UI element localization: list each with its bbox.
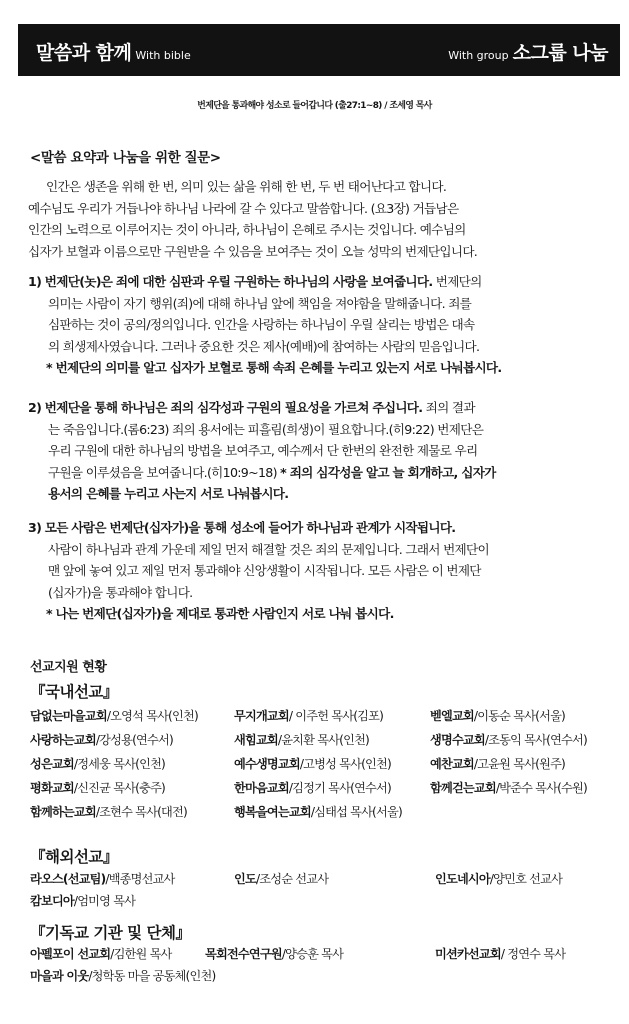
mission-church-detail: /박준수 목사(수원) [495, 781, 587, 795]
mission-row [30, 803, 622, 825]
mission-row [30, 892, 622, 914]
header-left-title: 말씀과 함께 [36, 42, 132, 64]
point-line: 의미는 사람이 자기 행위(죄)에 대해 하나님 앞에 책임을 져야함을 말해줍니다. 죄를 [48, 295, 472, 311]
point-line: 우리 구원에 대한 하나님의 방법을 보여주고, 예수께서 단 한번의 완전한 제물로 우리 [48, 443, 478, 458]
mission-entry [30, 870, 175, 887]
point-heading: 3) 모든 사람은 번제단(십자가)을 통해 성소에 들어가 하나님과 관계가 시작됩니다. [28, 520, 456, 535]
point-line: 심판하는 것이 공의/정의입니다. 인간을 사랑하는 하나님이 우릴 살리는 방법은 대속 [48, 317, 475, 332]
mission-church-name: 함께하는교회 [30, 805, 96, 819]
point-line [28, 271, 620, 293]
point-line: 맨 앞에 놓여 있고 제일 먼저 통과해야 신앙생활이 시작됩니다. 모든 사람은 이 번제단 [48, 563, 481, 578]
mission-entry [30, 803, 187, 820]
mission-church-name: 예수생명교회 [234, 757, 300, 771]
point-text: 구원을 이루셨음을 보여줍니다.(히10:9~18) [48, 464, 281, 480]
mission-entry [234, 870, 328, 887]
mission-entry [435, 945, 565, 962]
mission-church-detail: /윤치환 목사(인천) [277, 733, 370, 747]
mission-church-detail: /정세웅 목사(인천) [73, 757, 166, 771]
mission-entry [234, 707, 383, 724]
organization-label: 『기독교 기관 및 단체』 [30, 924, 191, 942]
mission-church-detail: /조성순 선교사 [255, 872, 329, 886]
mission-entry [30, 755, 165, 772]
mission-entry [30, 779, 165, 796]
mission-entry [234, 803, 402, 820]
mission-church-name: 새힘교회 [234, 733, 278, 747]
mission-row [30, 707, 622, 729]
mission-row [30, 779, 622, 801]
mission-row [30, 755, 622, 777]
mission-church-name: 성은교회 [30, 757, 74, 771]
mission-church-name: 한마음교회 [234, 781, 289, 795]
mission-church-name: 함께걷는교회 [430, 781, 496, 795]
point-heading: 1) 번제단(놋)은 죄에 대한 심판과 우릴 구원하는 하나님의 사랑을 보여줍니다. [28, 274, 433, 289]
header-bar [18, 24, 620, 76]
mission-church-detail: /청학동 마을 공동체(인천) [88, 969, 216, 983]
mission-church-name: 평화교회 [30, 781, 74, 795]
mission-church-detail: /엄미영 목사 [73, 894, 136, 908]
intro-line: 예수님도 우리가 거듭나야 하나님 나라에 갈 수 있다고 말씀합니다. (요3장) 거듭남은 [28, 200, 459, 216]
mission-church-name: 미션카선교회 [435, 947, 501, 961]
mission-church-detail: /조동익 목사(연수서) [484, 733, 587, 747]
mission-church-name: 담없는마을교회 [30, 709, 107, 723]
point-2 [28, 397, 620, 505]
mission-church-detail: /양승훈 목사 [281, 947, 344, 961]
mission-entry [30, 731, 173, 748]
mission-church-detail: /신진균 목사(충주) [73, 781, 166, 795]
point-text: 번제단의 [432, 274, 482, 289]
point-3 [28, 517, 620, 625]
point-1 [28, 271, 620, 379]
section-heading: <말씀 요약과 나눔을 위한 질문> [30, 150, 221, 166]
mission-church-name: 캄보디아 [30, 894, 74, 908]
mission-entry [30, 707, 198, 724]
mission-church-name: 행복을여는교회 [234, 805, 311, 819]
header-right [448, 38, 608, 65]
mission-church-name: 인도네시아 [435, 872, 490, 886]
point-question: * 번제단의 의미를 알고 십자가 보혈로 통해 속죄 은혜를 누리고 있는지 서로 나눠봅시다. [46, 360, 502, 375]
domestic-mission-label: 『국내선교』 [30, 683, 118, 701]
point-question: 용서의 은혜를 누리고 사는지 서로 나눠봅시다. [48, 486, 289, 501]
mission-church-detail: /김한원 목사 [110, 947, 172, 961]
mission-row [30, 870, 622, 892]
header-right-subtitle: With group [448, 49, 509, 62]
mission-church-detail: / 이주헌 목사(김포) [288, 709, 384, 723]
point-question: * 나는 번제단(십자가)을 제대로 통과한 사람인지 서로 나눠 봅시다. [46, 606, 394, 621]
sermon-title: 번제단을 통과해야 성소로 들어갑니다 (출27:1~8) / 조세영 목사 [197, 101, 432, 111]
mission-church-name: 아펠포이 선교회 [30, 947, 111, 961]
mission-church-name: 사랑하는교회 [30, 733, 96, 747]
mission-church-name: 마을과 이웃 [30, 969, 89, 983]
mission-church-detail: /고병성 목사(인천) [299, 757, 391, 771]
mission-church-name: 생명수교회 [430, 733, 485, 747]
point-line: 의 희생제사였습니다. 그러나 중요한 것은 제사(예배)에 참여하는 사람의 믿음입니다. [48, 338, 480, 354]
mission-entry [430, 707, 565, 724]
mission-entry [234, 731, 369, 748]
header-left-subtitle: With bible [135, 49, 191, 62]
intro-paragraph [28, 176, 618, 262]
mission-church-detail: /심태섭 목사(서울) [310, 805, 402, 819]
header-right-title: 소그룹 나눔 [512, 42, 608, 64]
point-heading: 2) 번제단을 통해 하나님은 죄의 심각성과 구원의 필요성을 가르쳐 주십니다. [28, 400, 423, 415]
point-line [28, 462, 620, 484]
mission-church-detail: /김정기 목사(연수서) [288, 781, 391, 795]
point-line [28, 397, 620, 419]
intro-line: 인간은 생존을 위해 한 번, 의미 있는 삶을 위해 한 번, 두 번 태어난다고 합니다. [46, 179, 447, 194]
mission-church-name: 예찬교회 [430, 757, 474, 771]
mission-row [30, 967, 622, 989]
mission-entry [430, 755, 565, 772]
mission-church-detail: / 정연수 목사 [500, 947, 566, 961]
mission-entry [430, 779, 587, 796]
mission-entry [30, 967, 215, 984]
mission-church-detail: /이동순 목사(서울) [473, 709, 566, 723]
intro-line: 인간의 노력으로 이루어지는 것이 아니라, 하나님이 은혜로 주시는 것입니다. 예수님의 [28, 222, 466, 237]
intro-line: 십자가 보혈과 이름으로만 구원받을 수 있음을 보여주는 것이 오늘 성막의 번제단입니다. [28, 243, 478, 259]
mission-entry [430, 731, 587, 748]
mission-church-name: 인도 [234, 872, 256, 886]
mission-church-detail: /백종명선교사 [105, 872, 175, 886]
mission-entry [30, 892, 135, 909]
mission-entry [234, 755, 391, 772]
header-left [36, 38, 191, 65]
mission-row [30, 731, 622, 753]
overseas-mission-label: 『해외선교』 [30, 848, 118, 866]
mission-row [30, 945, 622, 967]
mission-church-name: 무지개교회 [234, 709, 289, 723]
point-text: 죄의 결과 [422, 400, 475, 415]
mission-church-name: 라오스(선교팀) [30, 872, 106, 886]
mission-church-detail: /조현수 목사(대전) [95, 805, 187, 819]
mission-entry [30, 945, 172, 962]
point-line: (십자가)을 통과해야 합니다. [48, 584, 193, 600]
mission-entry [435, 870, 562, 887]
mission-church-detail: /고윤원 목사(원주) [473, 757, 566, 771]
mission-entry [234, 779, 391, 796]
point-question: * 죄의 심각성을 알고 늘 회개하고, 십자가 [280, 464, 496, 480]
mission-church-name: 벧엘교회 [430, 709, 474, 723]
point-line: 사람이 하나님과 관계 가운데 제일 먼저 해결할 것은 죄의 문제입니다. 그래서 번제단이 [48, 541, 489, 557]
mission-church-name: 목회전수연구원 [205, 947, 282, 961]
mission-church-detail: /강성용(연수서) [95, 733, 173, 747]
mission-entry [205, 945, 343, 962]
mission-church-detail: /양민호 선교사 [489, 872, 563, 886]
point-line: 는 죽음입니다.(롬6:23) 죄의 용서에는 피흘림(희생)이 필요합니다.(히9:22) 번제단은 [48, 421, 484, 437]
mission-title: 선교지원 현황 [30, 660, 107, 675]
mission-church-detail: /오영석 목사(인천) [106, 709, 198, 723]
